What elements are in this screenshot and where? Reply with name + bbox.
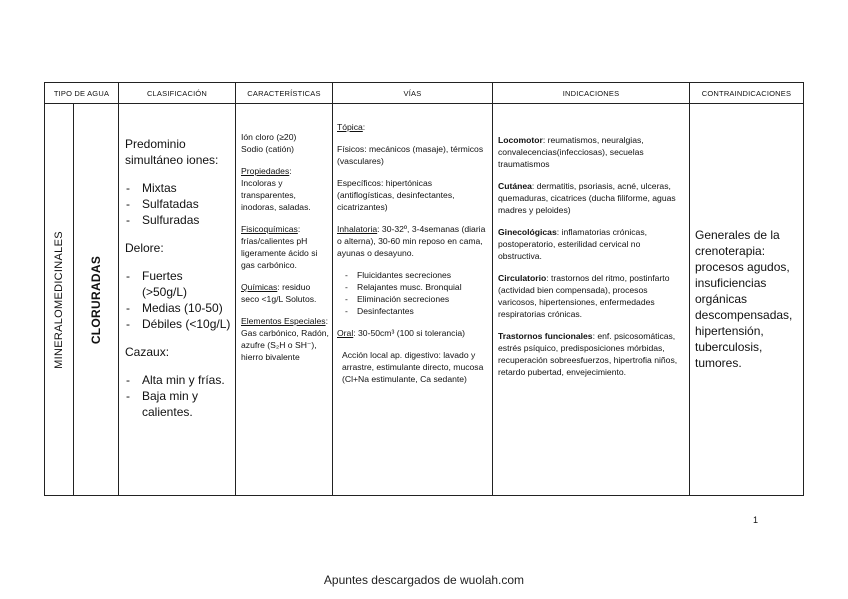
contraindicaciones-cell <box>690 104 804 496</box>
list-item: - Alta min y frías. <box>125 372 231 388</box>
list-item: - Medias (10-50) <box>125 300 231 316</box>
vias-topica: Tópica: <box>337 122 366 132</box>
waters-table <box>44 82 804 496</box>
vias-inhalatoria: Inhalatoria: 30-32º, 3-4semanas (diaria o alterna), 30-60 min reposo en cama, ayunas o desayuno. <box>337 224 486 258</box>
vias-oral-text: 30-50cm³ (100 si tolerancia) <box>358 328 466 338</box>
page-number: 1 <box>753 515 759 525</box>
car-intro-line: Sodio (catión) <box>241 144 295 154</box>
header-row <box>45 83 804 104</box>
header-contraindicaciones: CONTRAINDICACIONES <box>690 83 804 104</box>
car-quim-title: Químicas <box>241 282 278 292</box>
ind-text: dermatitis, psoriasis, acné, ulceras, quemaduras, cicatrices (ducha filiforme, aguas madres y peloides) <box>498 181 676 215</box>
header-tipo: TIPO DE AGUA <box>45 83 119 104</box>
ind-title: Locomotor <box>498 135 543 145</box>
vias-inhal-text: 30-32º, 3-4semanas (diaria o alterna), 30-60 min reposo en cama, ayunas o desayuno. <box>337 224 486 258</box>
clas-heading-2: Delore: <box>125 241 164 255</box>
header-indicaciones: INDICACIONES <box>493 83 690 104</box>
car-fisico-title: Fisicoquímicas <box>241 224 298 234</box>
tipo-main: MINERALOMEDICINALES <box>53 230 65 369</box>
car-elementos: Elementos Especiales: Gas carbónico, Radón, azufre (S₂H o SH⁻), hierro bivalente <box>241 316 329 362</box>
list-item: - Desinfectantes <box>337 305 489 317</box>
vias-topica-title: Tópica <box>337 122 363 132</box>
car-intro <box>241 131 329 155</box>
header-vias: VÍAS <box>333 83 493 104</box>
car-propiedades: Propiedades: Incoloras y transparentes, inodoras, saladas. <box>241 165 329 213</box>
list-item: - Fluicidantes secreciones <box>337 269 489 281</box>
tipo-main-cell <box>45 104 74 496</box>
ind-title: Ginecológicas <box>498 227 557 237</box>
list-item: - Fuertes (>50g/L) <box>125 268 231 300</box>
list-item: - Débiles (<10g/L) <box>125 316 231 332</box>
car-prop-title: Propiedades <box>241 166 290 176</box>
indicaciones-cell <box>493 104 690 496</box>
vias-topica-fisicos: Físicos: mecánicos (masaje), térmicos (vasculares) <box>337 144 484 166</box>
caracteristicas-cell <box>236 104 333 496</box>
table-row <box>45 104 804 496</box>
car-fisico-text: frías/calientes pH ligeramente ácido si gas carbónico. <box>241 236 318 270</box>
ind-text: trastornos del ritmo, postinfarto (actividad bien compensada), procesos varicosos, hipertensiones, enfermedades respiratorias crónicas. <box>498 273 670 319</box>
vias-inhal-list <box>337 269 489 317</box>
tipo-sub: CLORURADAS <box>89 255 103 344</box>
vias-oral-title: Oral <box>337 328 354 338</box>
vias-oral-accion: Acción local ap. digestivo: lavado y arrastre, estimulante directo, mucosa (Cl+Na estimulante, Ca sedante) <box>342 350 484 384</box>
ind-title: Cutánea <box>498 181 532 191</box>
ind-text: reumatismos, neuralgias, convalecencias(infecciosas), secuelas traumatismos <box>498 135 644 169</box>
car-fisicoquimicas: Fisicoquímicas: frías/calientes pH ligeramente ácido si gas carbónico. <box>241 223 329 271</box>
clasificacion-cell <box>119 104 236 496</box>
ind-title: Circulatorio <box>498 273 547 283</box>
list-item: - Baja min y calientes. <box>125 388 231 420</box>
ind-item: Cutánea: dermatitis, psoriasis, acné, ulceras, quemaduras, cicatrices (ducha filiforme, aguas madres y peloides) <box>498 181 676 215</box>
contra-text: Generales de la crenoterapia: procesos agudos, insuficiencias orgánicas descompensadas, hipertensión, tuberculosis, tumores. <box>695 228 793 370</box>
clas-list-3 <box>125 372 231 420</box>
vias-cell <box>333 104 493 496</box>
car-prop-text: Incoloras y transparentes, inodoras, saladas. <box>241 178 311 212</box>
list-item: - Sulfatadas <box>125 196 231 212</box>
car-elem-title: Elementos Especiales <box>241 316 326 326</box>
footer-text[interactable]: Apuntes descargados de wuolah.com <box>323 573 525 587</box>
vias-inhal-title: Inhalatoria <box>337 224 378 234</box>
vias-oral: Oral: 30-50cm³ (100 si tolerancia) <box>337 328 466 338</box>
ind-text: inflamatorias crónicas, postoperatorio, esterilidad cervical no obstructiva. <box>498 227 648 261</box>
list-item: - Sulfuradas <box>125 212 231 228</box>
clas-heading-1: Predominio simultáneo iones: <box>125 137 219 167</box>
header-caracteristicas: CARACTERÍSTICAS <box>236 83 333 104</box>
ind-item: Ginecológicas: inflamatorias crónicas, postoperatorio, esterilidad cervical no obstructiva. <box>498 227 648 261</box>
car-quimicas: Químicas: residuo seco <1g/L Solutos. <box>241 282 317 304</box>
ind-title: Trastornos funcionales <box>498 331 593 341</box>
vias-topica-especificos: Específicos: hipertónicas (antiflogísticas, desinfectantes, cicatrizantes) <box>337 178 455 212</box>
car-quim-text: residuo seco <1g/L Solutos. <box>241 282 317 304</box>
ind-item: Circulatorio: trastornos del ritmo, postinfarto (actividad bien compensada), procesos varicosos, hipertensiones, enfermedades respiratorias crónicas. <box>498 273 670 319</box>
list-item: - Mixtas <box>125 180 231 196</box>
clas-heading-3: Cazaux: <box>125 345 170 359</box>
car-elem-text: Gas carbónico, Radón, azufre (S₂H o SH⁻), hierro bivalente <box>241 328 329 362</box>
clas-list-1 <box>125 180 231 228</box>
list-item: - Eliminación secreciones <box>337 293 489 305</box>
header-clasificacion: CLASIFICACIÓN <box>119 83 236 104</box>
tipo-sub-cell <box>74 104 119 496</box>
list-item: - Relajantes musc. Bronquial <box>337 281 489 293</box>
ind-item: Locomotor: reumatismos, neuralgias, convalecencias(infecciosas), secuelas traumatismos <box>498 135 644 169</box>
clas-list-2 <box>125 268 231 332</box>
ind-item: Trastornos funcionales: enf. psicosomáticas, estrés psíquico, predisposiciones mórbidas, recuperación sobreesfuerzos, hipertrofia niños, retardo pubertad, envejecimiento. <box>498 331 678 377</box>
ind-text: enf. psicosomáticas, estrés psíquico, predisposiciones mórbidas, recuperación sobreesfuerzos, hipertrofia niños, retardo pubertad, envejecimiento. <box>498 331 678 377</box>
car-intro-line: Ión cloro (≥20) <box>241 132 297 142</box>
